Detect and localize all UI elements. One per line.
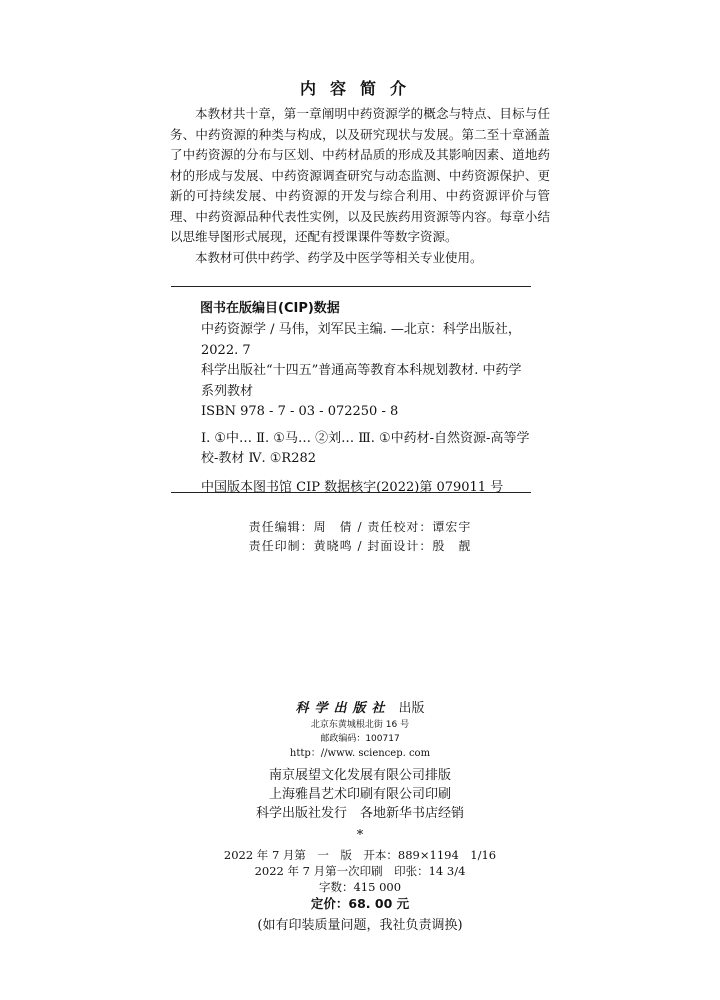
printer-line: 上海雅昌艺术印刷有限公司印刷 — [268, 787, 451, 802]
cip-title-line: 中药资源学 / 马伟，刘军民主编. —北京：科学出版社，2022. 7 — [201, 322, 521, 358]
imprint — [0, 700, 720, 937]
separator-star: * — [356, 828, 364, 843]
publisher-address: 北京东黄城根北街 16 号 — [310, 720, 410, 730]
cip-bottom-rule — [171, 492, 531, 493]
cip-block — [171, 320, 531, 498]
quality-note: (如有印装质量问题，我社负责调换) — [257, 918, 463, 933]
cip-isbn-line: ISBN 978 - 7 - 03 - 072250 - 8 — [201, 404, 399, 419]
intro-paragraph-2: 本教材可供中药学、药学及中医学等相关专业使用。 — [195, 249, 483, 265]
distribution-line: 科学出版社发行 各地新华书店经销 — [255, 806, 464, 821]
publisher-suffix: 出版 — [398, 701, 425, 716]
credits — [0, 518, 720, 556]
wordcount-line: 字数：415 000 — [318, 880, 402, 894]
typeset-line: 南京展望文化发展有限公司排版 — [268, 768, 451, 783]
publisher-postcode: 邮政编码：100717 — [320, 734, 400, 744]
price-line: 定价：68. 00 元 — [310, 896, 410, 911]
cip-series-line: 科学出版社“十四五”普通高等教育本科规划教材. 中药学系列教材 — [201, 363, 522, 399]
intro-title: 内容简介 — [299, 79, 420, 98]
edition-line: 2022 年 7 月第 一 版 开本：889×1194 1/16 — [223, 848, 497, 862]
publisher-url: http：//www. sciencep. com — [289, 748, 431, 759]
cip-top-rule — [171, 286, 531, 287]
publisher-line — [0, 700, 720, 718]
intro-paragraph-1: 本教材共十章，第一章阐明中药资源学的概念与特点、目标与任务、中药资源的种类与构成，以及研究现状与发展。第二至十章涵盖了中药资源的分布与区划、中药材品质的形成及其影响因素、道地药材的形成与发展、中药资源调查研究与动态监测、中药资源保护、更新的可持续发展、中药资源的开发与综合利用、中药资源评价与管理、中药资源品种代表性实例，以及民族药用资源等内容。每章小结以思维导图形式展现，还配有授课课件等数字资源。 — [170, 106, 550, 244]
publisher-brand: 科学出版社 — [295, 701, 391, 716]
credits-editors: 责任编辑：周 倩 / 责任校对：谭宏宇 — [248, 520, 472, 534]
cip-classification-line: Ⅰ. ①中… Ⅱ. ①马… ②刘… Ⅲ. ①中药材-自然资源-高等学校-教材 Ⅳ. ①R282 — [201, 430, 530, 466]
credits-production: 责任印制：黄晓鸣 / 封面设计：殷 靓 — [248, 539, 472, 553]
cip-verify-line: 中国版本图书馆 CIP 数据核字(2022)第 079011 号 — [201, 479, 504, 495]
printing-line: 2022 年 7 月第一次印刷 印张：14 3/4 — [254, 864, 466, 878]
cip-heading: 图书在版编目(CIP)数据 — [200, 301, 340, 316]
intro-summary — [170, 104, 550, 268]
